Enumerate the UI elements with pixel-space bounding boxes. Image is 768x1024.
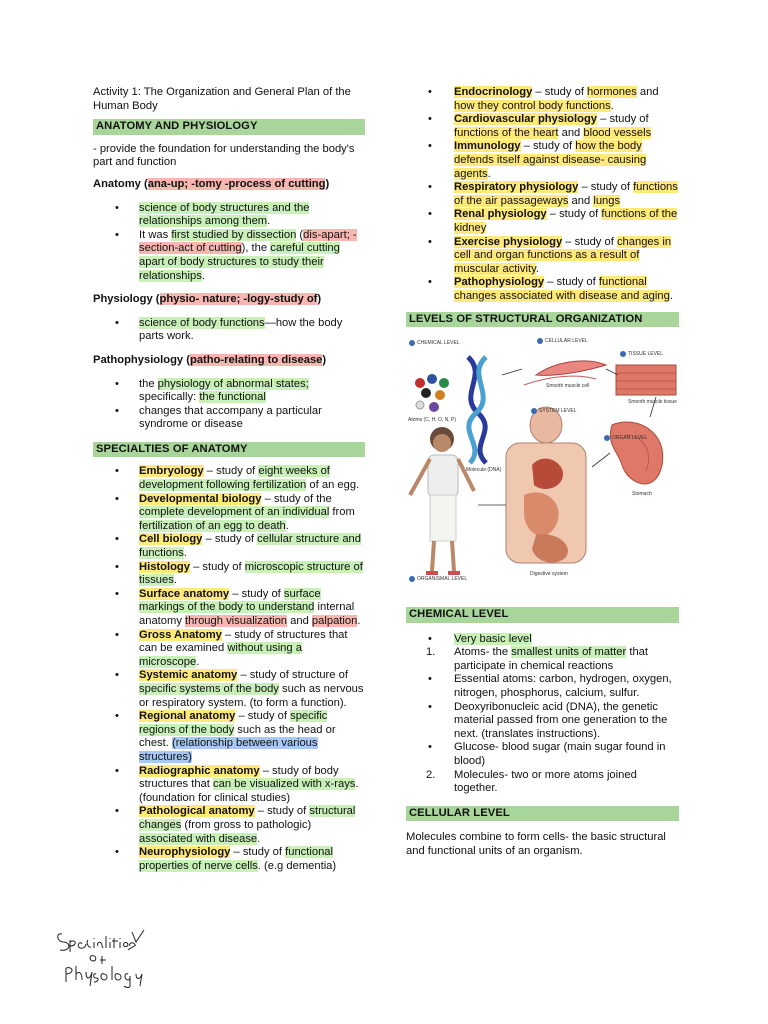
list-item: • Cell biology – study of cellular structure and functions. [93, 533, 365, 560]
levels-illustration [406, 335, 679, 595]
list-item: • changes that accompany a particular syndrome or disease [93, 405, 365, 432]
figure-label-smooth-cell: Smooth muscle cell [546, 383, 590, 390]
section-header-levels: LEVELS OF STRUCTURAL ORGANIZATION [406, 312, 679, 328]
pathophysiology-definition-heading: Pathophysiology (patho-relating to disease) [93, 353, 327, 366]
list-item: • science of body structures and the relationships among them. [93, 202, 365, 229]
list-item: • Radiographic anatomy – study of body structures that can be visualized with x-rays. (foundation for clinical studies) [93, 765, 365, 806]
list-item: • Exercise physiology – study of changes in cell and organ functions as a result of muscular activity. [406, 236, 679, 277]
activity-title: Activity 1: The Organization and General Plan of the Human Body [93, 86, 351, 112]
figure-label-chemical: CHEMICAL LEVEL [417, 340, 460, 347]
figure-label-atoms: Atoms (C, H, O, N, P) [408, 417, 457, 424]
list-item: • Cardiovascular physiology – study of functions of the heart and blood vessels [406, 113, 679, 140]
list-item: • It was first studied by dissection (dis-apart; -section-act of cutting), the careful cutting apart of body structures to study their relationships. [93, 229, 365, 283]
list-item: • Gross Anatomy – study of structures that can be examined without using a microscope. [93, 629, 365, 670]
figure-label-stomach: Stomach [632, 491, 652, 498]
anatomy-list [93, 202, 365, 284]
list-item: • Embryology – study of eight weeks of development following fertilization of an egg. [93, 465, 365, 492]
chemical-level-list [406, 633, 679, 796]
figure-label-organ: ORGAN LEVEL [612, 435, 648, 442]
section-header-chemical-level: CHEMICAL LEVEL [406, 607, 679, 623]
section-header-anatomy-physiology: ANATOMY AND PHYSIOLOGY [93, 119, 365, 135]
section-header-cellular-level: CELLULAR LEVEL [406, 806, 679, 822]
list-item: • Regional anatomy – study of specific regions of the body such as the head or chest. (relationship between various structures) [93, 710, 365, 764]
list-item: • Endocrinology – study of hormones and how they control body functions. [406, 86, 679, 113]
handwriting-drawing [56, 928, 156, 988]
list-item: • Surface anatomy – study of surface markings of the body to understand internal anatomy through visualization and palpation. [93, 588, 365, 629]
cellular-level-text: Molecules combine to form cells- the basic structural and functional units of an organism. [406, 831, 666, 857]
list-item: • Renal physiology – study of functions of the kidney [406, 208, 679, 235]
section-header-specialties-anatomy: SPECIALTIES OF ANATOMY [93, 442, 365, 458]
figure-label-digestive: Digestive system [530, 571, 568, 578]
list-item: • Deoxyribonucleic acid (DNA), the genetic material passed from one generation to the next. (translates instructions). [406, 701, 679, 742]
list-item: • Essential atoms: carbon, hydrogen, oxygen, nitrogen, phosphorus, calcium, sulfur. [406, 673, 679, 700]
numbered-item: 1. Atoms- the smallest units of matter that participate in chemical reactions [426, 646, 649, 672]
numbered-item: 2. Molecules- two or more atoms joined together. [426, 768, 637, 795]
figure-label-molecule: Molecule (DNA) [466, 467, 502, 474]
list-item: • Very basic level [406, 633, 679, 647]
left-column [93, 86, 365, 883]
list-item: • Developmental biology – study of the complete development of an individual from fertilization of an egg to death. [93, 493, 365, 534]
physiology-definition-heading: Physiology (physio- nature; -logy-study of) [93, 293, 322, 306]
list-item: • Neurophysiology – study of functional properties of nerve cells. (e.g dementia) [93, 846, 365, 873]
specialties-anatomy-list [93, 465, 365, 873]
list-item: • the physiology of abnormal states; specifically: the functional [93, 378, 365, 405]
list-item: • Glucose- blood sugar (main sugar found in blood) [406, 741, 679, 768]
list-item: • Histology – study of microscopic structure of tissues. [93, 561, 365, 588]
handwritten-note [56, 928, 156, 988]
list-item: • Respiratory physiology – study of functions of the air passageways and lungs [406, 181, 679, 208]
list-item: • Pathophysiology – study of functional changes associated with disease and aging. [406, 276, 679, 303]
figure-label-cellular: CELLULAR LEVEL [545, 338, 588, 345]
list-item: • Immunology – study of how the body defends itself against disease- causing agents. [406, 140, 679, 181]
anatomy-definition-heading: Anatomy (ana-up; -tomy -process of cutting) [93, 177, 330, 190]
list-item: • science of body functions—how the body parts work. [93, 317, 365, 344]
foundation-text: - provide the foundation for understanding the body's part and function [93, 142, 355, 169]
figure-label-system: SYSTEM LEVEL [539, 408, 577, 415]
figure-label-smooth-tissue: Smooth muscle tissue [628, 399, 677, 406]
specialties-physiology-list [406, 86, 679, 304]
pathophysiology-list [93, 378, 365, 432]
figure-label-tissue: TISSUE LEVEL [628, 351, 664, 358]
levels-figure [406, 335, 679, 595]
list-item: • Pathological anatomy – study of structural changes (from gross to pathologic) associated with disease. [93, 805, 365, 846]
figure-label-organismal: ORGANISMAL LEVEL [417, 576, 468, 583]
right-column [406, 86, 679, 865]
physiology-list [93, 317, 365, 344]
list-item: • Systemic anatomy – study of structure of specific systems of the body such as nervous or respiratory system. (to form a function). [93, 669, 365, 710]
